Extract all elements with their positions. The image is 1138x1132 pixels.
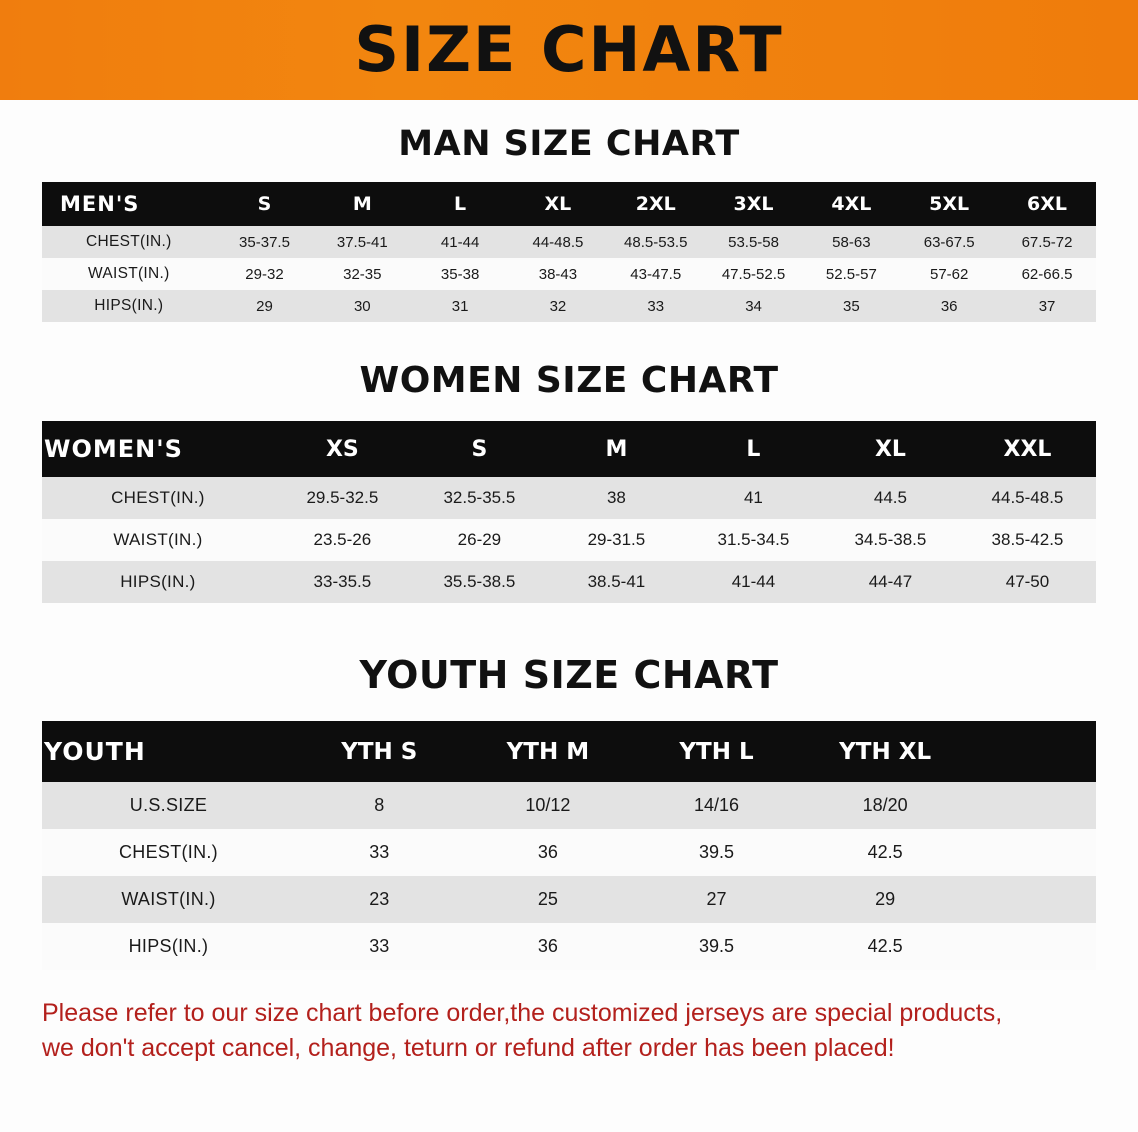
cell: 10/12: [464, 782, 633, 829]
cell: 29: [216, 290, 314, 322]
cell: 43-47.5: [607, 258, 705, 290]
cell: 37.5-41: [313, 226, 411, 258]
page-title: SIZE CHART: [354, 13, 784, 86]
cell: 29-31.5: [548, 519, 685, 561]
page-banner: [0, 0, 1138, 100]
row-label: CHEST(IN.): [42, 829, 295, 876]
man-header-m: M: [313, 182, 411, 226]
cell: 37: [998, 290, 1096, 322]
cell: 39.5: [632, 829, 801, 876]
man-header-6xl: 6XL: [998, 182, 1096, 226]
table-row: [42, 876, 1096, 923]
women-header-label: WOMEN'S: [42, 421, 274, 477]
cell: 32: [509, 290, 607, 322]
table-row: [42, 829, 1096, 876]
cell: 29-32: [216, 258, 314, 290]
man-table-header: [42, 182, 1096, 226]
cell: 63-67.5: [900, 226, 998, 258]
women-header-s: S: [411, 421, 548, 477]
youth-header-label: YOUTH: [42, 721, 295, 782]
cell: 33: [295, 923, 464, 970]
cell: 33-35.5: [274, 561, 411, 603]
cell: 36: [464, 829, 633, 876]
cell: 47.5-52.5: [705, 258, 803, 290]
youth-table-header: [42, 721, 1096, 782]
cell: 29: [801, 876, 970, 923]
women-header-xs: XS: [274, 421, 411, 477]
cell-spacer: [969, 923, 1096, 970]
youth-table-body: [42, 782, 1096, 970]
women-table-wrap: [42, 421, 1096, 603]
cell: 23.5-26: [274, 519, 411, 561]
cell: 67.5-72: [998, 226, 1096, 258]
cell: 34: [705, 290, 803, 322]
cell: 35: [802, 290, 900, 322]
cell: 53.5-58: [705, 226, 803, 258]
man-header-s: S: [216, 182, 314, 226]
cell: 35-37.5: [216, 226, 314, 258]
cell: 42.5: [801, 923, 970, 970]
cell: 38.5-41: [548, 561, 685, 603]
women-table-body: [42, 477, 1096, 603]
table-row: [42, 477, 1096, 519]
cell-spacer: [969, 782, 1096, 829]
cell: 41-44: [685, 561, 822, 603]
cell: 62-66.5: [998, 258, 1096, 290]
cell: 36: [900, 290, 998, 322]
women-section-title: WOMEN SIZE CHART: [359, 360, 779, 401]
cell: 31: [411, 290, 509, 322]
cell: 36: [464, 923, 633, 970]
cell: 58-63: [802, 226, 900, 258]
cell: 35.5-38.5: [411, 561, 548, 603]
cell: 25: [464, 876, 633, 923]
table-row: [42, 519, 1096, 561]
table-header-row: [42, 421, 1096, 477]
man-header-2xl: 2XL: [607, 182, 705, 226]
man-header-4xl: 4XL: [802, 182, 900, 226]
cell: 38: [548, 477, 685, 519]
cell: 42.5: [801, 829, 970, 876]
cell: 26-29: [411, 519, 548, 561]
row-label: CHEST(IN.): [42, 477, 274, 519]
man-table-body: [42, 226, 1096, 322]
cell: 27: [632, 876, 801, 923]
cell: 33: [607, 290, 705, 322]
row-label: HIPS(IN.): [42, 561, 274, 603]
cell: 18/20: [801, 782, 970, 829]
cell: 41: [685, 477, 822, 519]
youth-header-yth-l: YTH L: [632, 721, 801, 782]
disclaimer-note: [42, 996, 1098, 1065]
cell: 48.5-53.5: [607, 226, 705, 258]
man-header-5xl: 5XL: [900, 182, 998, 226]
man-size-table: [42, 182, 1096, 322]
cell: 38-43: [509, 258, 607, 290]
cell: 38.5-42.5: [959, 519, 1096, 561]
cell: 8: [295, 782, 464, 829]
table-header-row: [42, 182, 1096, 226]
table-row: [42, 258, 1096, 290]
cell: 44-48.5: [509, 226, 607, 258]
disclaimer-line-2: we don't accept cancel, change, teturn or refund after order has been placed!: [42, 1033, 895, 1062]
row-label: U.S.SIZE: [42, 782, 295, 829]
youth-header-spacer: [969, 721, 1096, 782]
women-size-table: [42, 421, 1096, 603]
youth-header-yth-xl: YTH XL: [801, 721, 970, 782]
cell: 14/16: [632, 782, 801, 829]
cell: 44-47: [822, 561, 959, 603]
cell: 41-44: [411, 226, 509, 258]
cell: 47-50: [959, 561, 1096, 603]
row-label: CHEST(IN.): [42, 226, 216, 258]
table-row: [42, 782, 1096, 829]
cell: 30: [313, 290, 411, 322]
cell: 23: [295, 876, 464, 923]
table-row: [42, 290, 1096, 322]
man-header-l: L: [411, 182, 509, 226]
man-section-title: MAN SIZE CHART: [398, 124, 740, 164]
cell: 32.5-35.5: [411, 477, 548, 519]
row-label: HIPS(IN.): [42, 923, 295, 970]
cell: 44.5: [822, 477, 959, 519]
man-table-wrap: [42, 182, 1096, 322]
table-row: [42, 561, 1096, 603]
women-header-l: L: [685, 421, 822, 477]
youth-header-yth-m: YTH M: [464, 721, 633, 782]
cell-spacer: [969, 876, 1096, 923]
man-header-3xl: 3XL: [705, 182, 803, 226]
table-row: [42, 923, 1096, 970]
row-label: HIPS(IN.): [42, 290, 216, 322]
youth-table-wrap: [42, 721, 1096, 970]
women-header-xl: XL: [822, 421, 959, 477]
cell: 34.5-38.5: [822, 519, 959, 561]
cell-spacer: [969, 829, 1096, 876]
cell: 32-35: [313, 258, 411, 290]
table-row: [42, 226, 1096, 258]
disclaimer-line-1: Please refer to our size chart before order,the customized jerseys are special products,: [42, 999, 1003, 1027]
cell: 35-38: [411, 258, 509, 290]
row-label: WAIST(IN.): [42, 258, 216, 290]
row-label: WAIST(IN.): [42, 876, 295, 923]
cell: 33: [295, 829, 464, 876]
cell: 52.5-57: [802, 258, 900, 290]
cell: 57-62: [900, 258, 998, 290]
man-header-label: MEN'S: [42, 182, 216, 226]
women-table-header: [42, 421, 1096, 477]
row-label: WAIST(IN.): [42, 519, 274, 561]
man-header-xl: XL: [509, 182, 607, 226]
cell: 39.5: [632, 923, 801, 970]
youth-size-table: [42, 721, 1096, 970]
cell: 44.5-48.5: [959, 477, 1096, 519]
table-header-row: [42, 721, 1096, 782]
women-header-xxl: XXL: [959, 421, 1096, 477]
cell: 29.5-32.5: [274, 477, 411, 519]
women-header-m: M: [548, 421, 685, 477]
cell: 31.5-34.5: [685, 519, 822, 561]
youth-header-yth-s: YTH S: [295, 721, 464, 782]
youth-section-title: YOUTH SIZE CHART: [359, 653, 779, 697]
